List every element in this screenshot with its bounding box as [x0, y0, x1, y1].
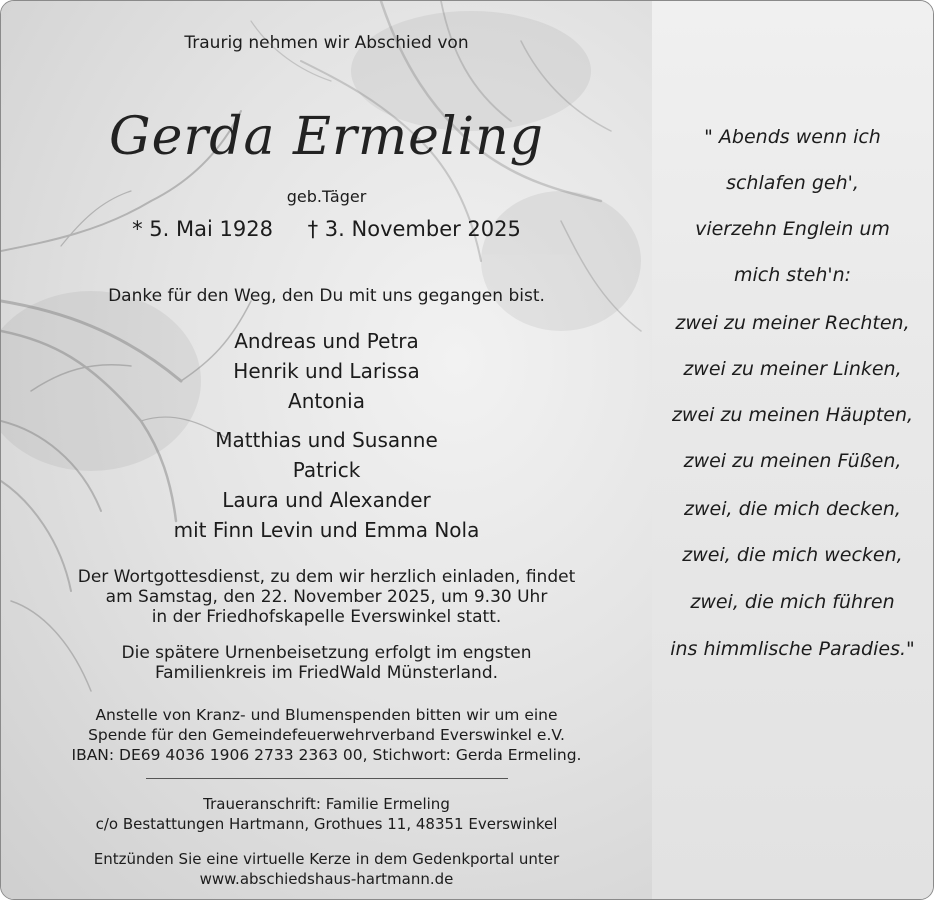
burial-line: Familienkreis im FriedWald Münsterland.	[154, 663, 499, 683]
service-line: am Samstag, den 22. November 2025, um 9.30 Uhr	[105, 587, 548, 607]
service-line: in der Friedhofskapelle Everswinkel statt.	[151, 607, 502, 627]
burial-line: Die spätere Urnenbeisetzung erfolgt im engsten	[121, 643, 532, 663]
portal-line: Entzünden Sie eine virtuelle Kerze in dem Gedenkportal unter	[93, 850, 560, 868]
service-info	[1, 567, 652, 627]
poem-line: zwei zu meiner Rechten,	[675, 312, 910, 334]
maiden-name: geb.Täger	[286, 187, 367, 206]
donation-info	[1, 705, 652, 765]
death-date: † 3. November 2025	[307, 217, 521, 241]
family-line: Henrik und Larissa	[233, 359, 420, 383]
poem-line: " Abends wenn ich	[704, 126, 881, 148]
poem-line: zwei, die mich decken,	[684, 498, 901, 520]
poem-line: vierzehn Englein um	[695, 218, 890, 240]
family-line: Laura und Alexander	[222, 488, 431, 512]
poem-line: zwei zu meiner Linken,	[683, 358, 902, 380]
poem-line: schlafen geh',	[726, 172, 859, 194]
poem-line: zwei, die mich führen	[690, 591, 895, 613]
memorial-portal-info	[1, 849, 652, 889]
poem-line: ins himmlische Paradies."	[670, 638, 915, 660]
poem-line: zwei zu meinen Häupten,	[671, 404, 914, 426]
family-line: Andreas und Petra	[234, 329, 419, 353]
family-line: mit Finn Levin und Emma Nola	[173, 518, 480, 542]
mourning-address	[1, 794, 652, 834]
portal-url: www.abschiedshaus-hartmann.de	[199, 870, 454, 888]
family-line: Patrick	[292, 458, 361, 482]
service-line: Der Wortgottesdienst, zu dem wir herzlich einladen, findet	[77, 567, 576, 587]
donation-line: IBAN: DE69 4036 1906 2733 2363 00, Stichwort: Gerda Ermeling.	[71, 746, 582, 764]
poem-line: zwei, die mich wecken,	[682, 544, 903, 566]
donation-line: Anstelle von Kranz- und Blumenspenden bitten wir um eine	[95, 706, 558, 724]
poem-line: zwei zu meinen Füßen,	[683, 450, 902, 472]
birth-date: * 5. Mai 1928	[132, 217, 273, 241]
deceased-name: Gerda Ermeling	[109, 107, 544, 167]
family-group-1	[1, 326, 652, 416]
address-line: c/o Bestattungen Hartmann, Grothues 11, 48351 Everswinkel	[95, 815, 558, 833]
poem-line: mich steh'n:	[733, 264, 852, 286]
thanks-text: Danke für den Weg, den Du mit uns gegangen bist.	[108, 286, 545, 306]
life-dates	[1, 217, 652, 241]
address-line: Traueranschrift: Familie Ermeling	[203, 795, 450, 813]
family-line: Matthias und Susanne	[215, 428, 438, 452]
divider	[146, 778, 508, 779]
burial-info	[1, 643, 652, 683]
donation-line: Spende für den Gemeindefeuerwehrverband Everswinkel e.V.	[88, 726, 565, 744]
family-line: Antonia	[288, 389, 365, 413]
family-group-2	[1, 425, 652, 545]
intro-text: Traurig nehmen wir Abschied von	[184, 33, 469, 53]
